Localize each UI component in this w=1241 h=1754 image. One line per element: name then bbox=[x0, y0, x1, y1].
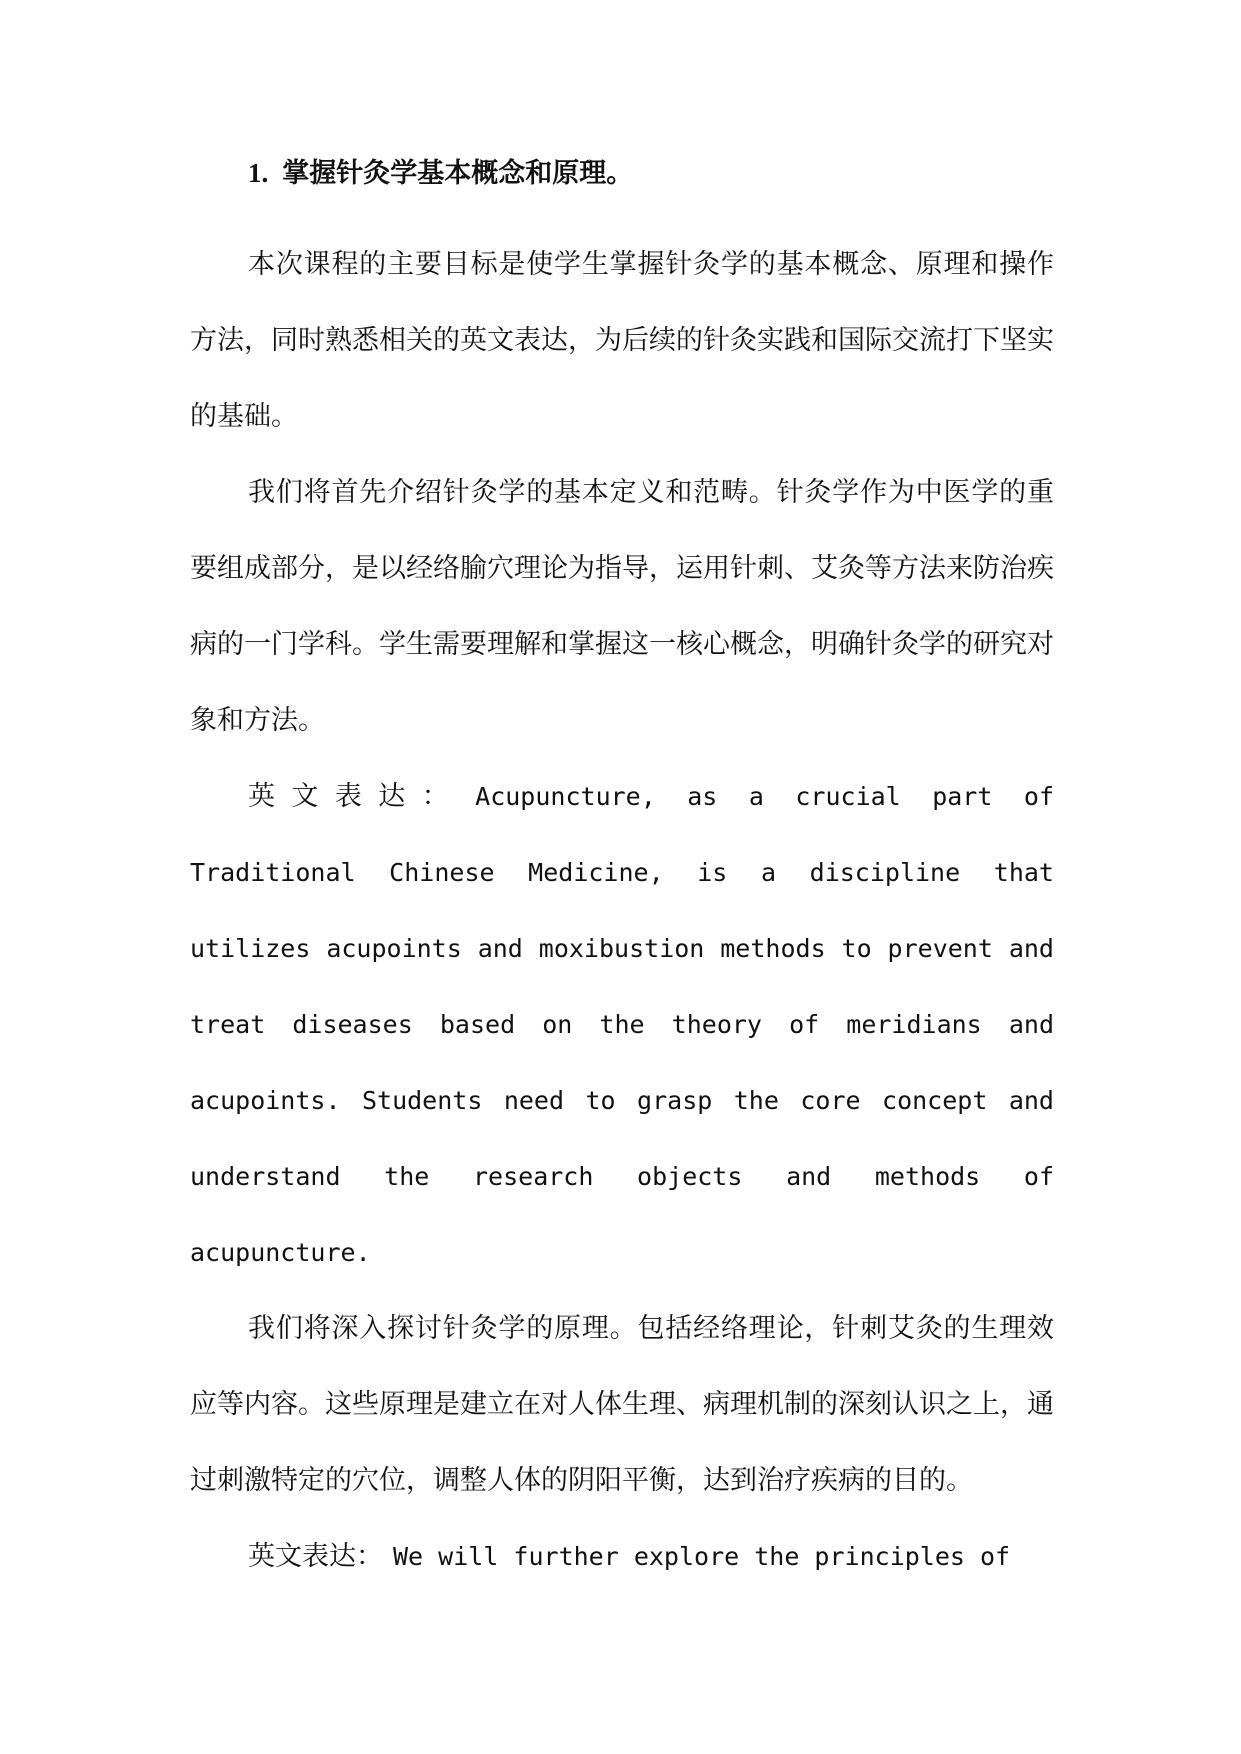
section-title: 掌握针灸学基本概念和原理。 bbox=[282, 158, 634, 189]
paragraph-principles: 我们将深入探讨针灸学的原理。包括经络理论，针刺艾灸的生理效应等内容。这些原理是建立在对人体生理、病理机制的深刻认识之上，通过刺激特定的穴位，调整人体的阴阳平衡，达到治疗疾病的目的。 bbox=[190, 1313, 1054, 1496]
paragraph-english-principles bbox=[190, 1519, 1054, 1595]
section-number: 1. bbox=[248, 158, 269, 188]
section-heading bbox=[190, 150, 1054, 197]
english-principles-text: We will further explore the principles of bbox=[393, 1542, 1011, 1571]
paragraph-english-definition bbox=[190, 759, 1054, 1291]
english-definition-text: Acupuncture, as a crucial part of Traditional Chinese Medicine, is a discipline that utilizes acupoints and moxibustion methods to prevent and treat diseases based on the theory of meridians and acupoints. Students need to grasp the core concept and understand the research objects and methods of acupuncture. bbox=[190, 782, 1054, 1267]
english-expression-label: 英文表达： bbox=[248, 781, 466, 812]
document-body bbox=[190, 150, 1054, 1595]
paragraph-course-goal: 本次课程的主要目标是使学生掌握针灸学的基本概念、原理和操作方法，同时熟悉相关的英文表达，为后续的针灸实践和国际交流打下坚实的基础。 bbox=[190, 249, 1054, 432]
english-expression-label: 英文表达： bbox=[248, 1541, 383, 1572]
paragraph-definition: 我们将首先介绍针灸学的基本定义和范畴。针灸学作为中医学的重要组成部分，是以经络腧穴理论为指导，运用针刺、艾灸等方法来防治疾病的一门学科。学生需要理解和掌握这一核心概念，明确针灸学的研究对象和方法。 bbox=[190, 477, 1054, 736]
